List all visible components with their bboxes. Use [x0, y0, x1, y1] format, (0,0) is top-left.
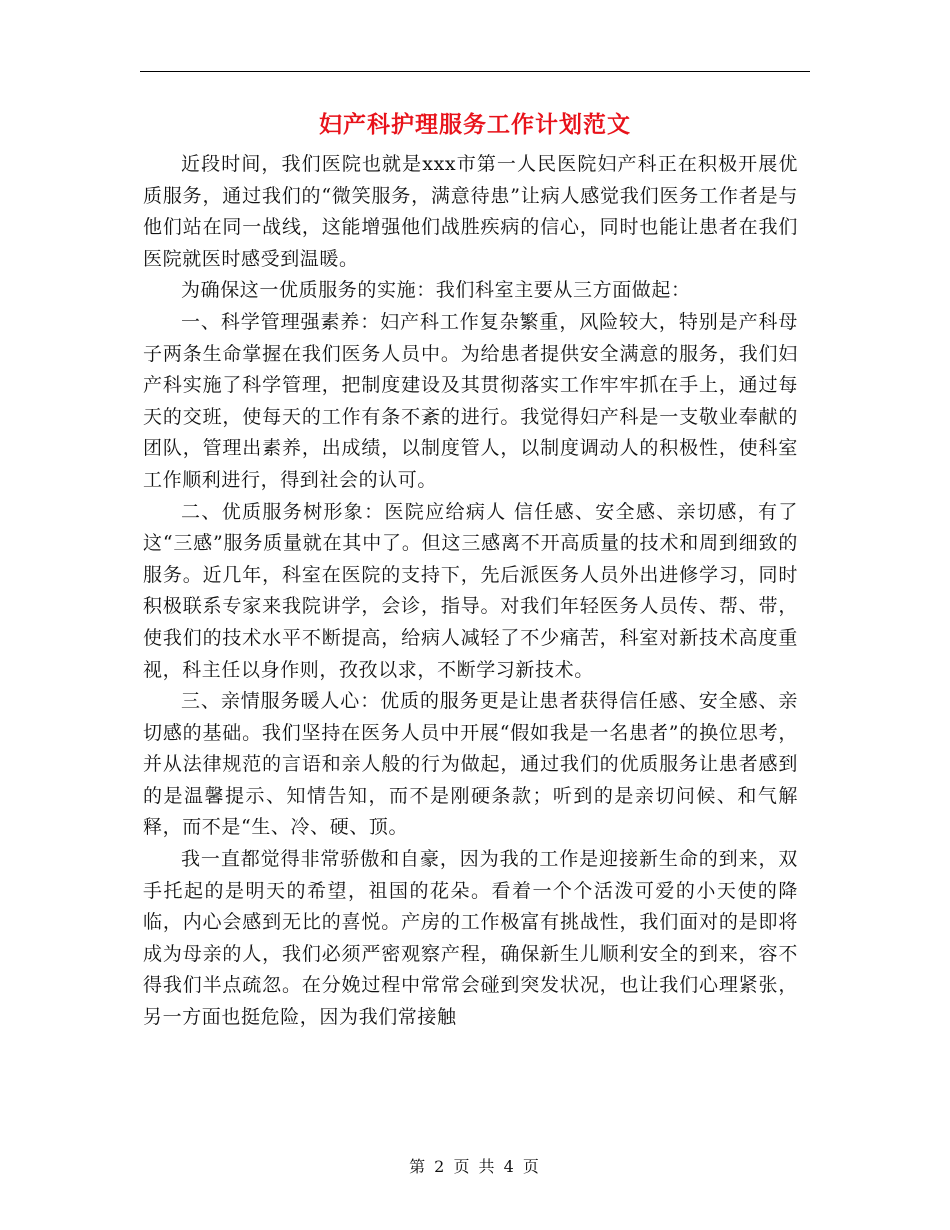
header-rule — [140, 71, 810, 72]
paragraph-quality-service: 二、优质服务树形象：医院应给病人 信任感、安全感、亲切感，有了这“三感”服务质量就在其中了。但这三感离不开高质量的技术和周到细致的服务。近几年，科室在医院的支持下，先后派医务人员外出进修学习，同时积极联系专家来我院讲学，会诊，指导。对我们年轻医务人员传、帮、带，使我们的技术水平不断提高，给病人减轻了不少痛苦，科室对新技术高度重视，科主任以身作则，孜孜以求，不断学习新技术。 — [143, 500, 798, 681]
paragraph-management: 一、科学管理强素养：妇产科工作复杂繁重，风险较大，特别是产科母子两条生命掌握在我们医务人员中。为给患者提供安全满意的服务，我们妇产科实施了科学管理，把制度建设及其贯彻落实工作牢牢抓在手上，通过每天的交班，使每天的工作有条不紊的进行。我觉得妇产科是一支敬业奉献的团队，管理出素养，出成绩，以制度管人，以制度调动人的积极性，使科室工作顺利进行，得到社会的认可。 — [143, 310, 798, 491]
page-number: 第 2 页 共 4 页 — [409, 1157, 541, 1176]
paragraph-approach: 为确保这一优质服务的实施：我们科室主要从三方面做起： — [181, 279, 691, 302]
document-title: 妇产科护理服务工作计划范文 — [319, 111, 631, 138]
paragraph-personal: 我一直都觉得非常骄傲和自豪，因为我的工作是迎接新生命的到来，双手托起的是明天的希望，祖国的花朵。看着一个个活泼可爱的小天使的降临，内心会感到无比的喜悦。产房的工作极富有挑战性，我们面对的是即将成为母亲的人，我们必须严密观察产程，确保新生儿顺利安全的到来，容不得我们半点疏忽。在分娩过程中常常会碰到突发状况，也让我们心理紧张，另一方面也挺危险，因为我们常接触 — [143, 848, 798, 1029]
paragraph-warm-service: 三、亲情服务暖人心：优质的服务更是让患者获得信任感、安全感、亲切感的基础。我们坚持在医务人员中开展“假如我是一名患者”的换位思考，并从法律规范的言语和亲人般的行为做起，通过我们的优质服务让患者感到的是温馨提示、知情告知，而不是刚硬条款；听到的是亲切问候、和气解释，而不是“生、冷、硬、顶。 — [143, 690, 798, 839]
paragraph-intro: 近段时间，我们医院也就是xxx市第一人民医院妇产科正在积极开展优质服务，通过我们的“微笑服务，满意待患”让病人感觉我们医务工作者是与他们站在同一战线，这能增强他们战胜疾病的信心，同时也能让患者在我们医院就医时感受到温暖。 — [143, 153, 798, 270]
document-body — [143, 149, 798, 1034]
